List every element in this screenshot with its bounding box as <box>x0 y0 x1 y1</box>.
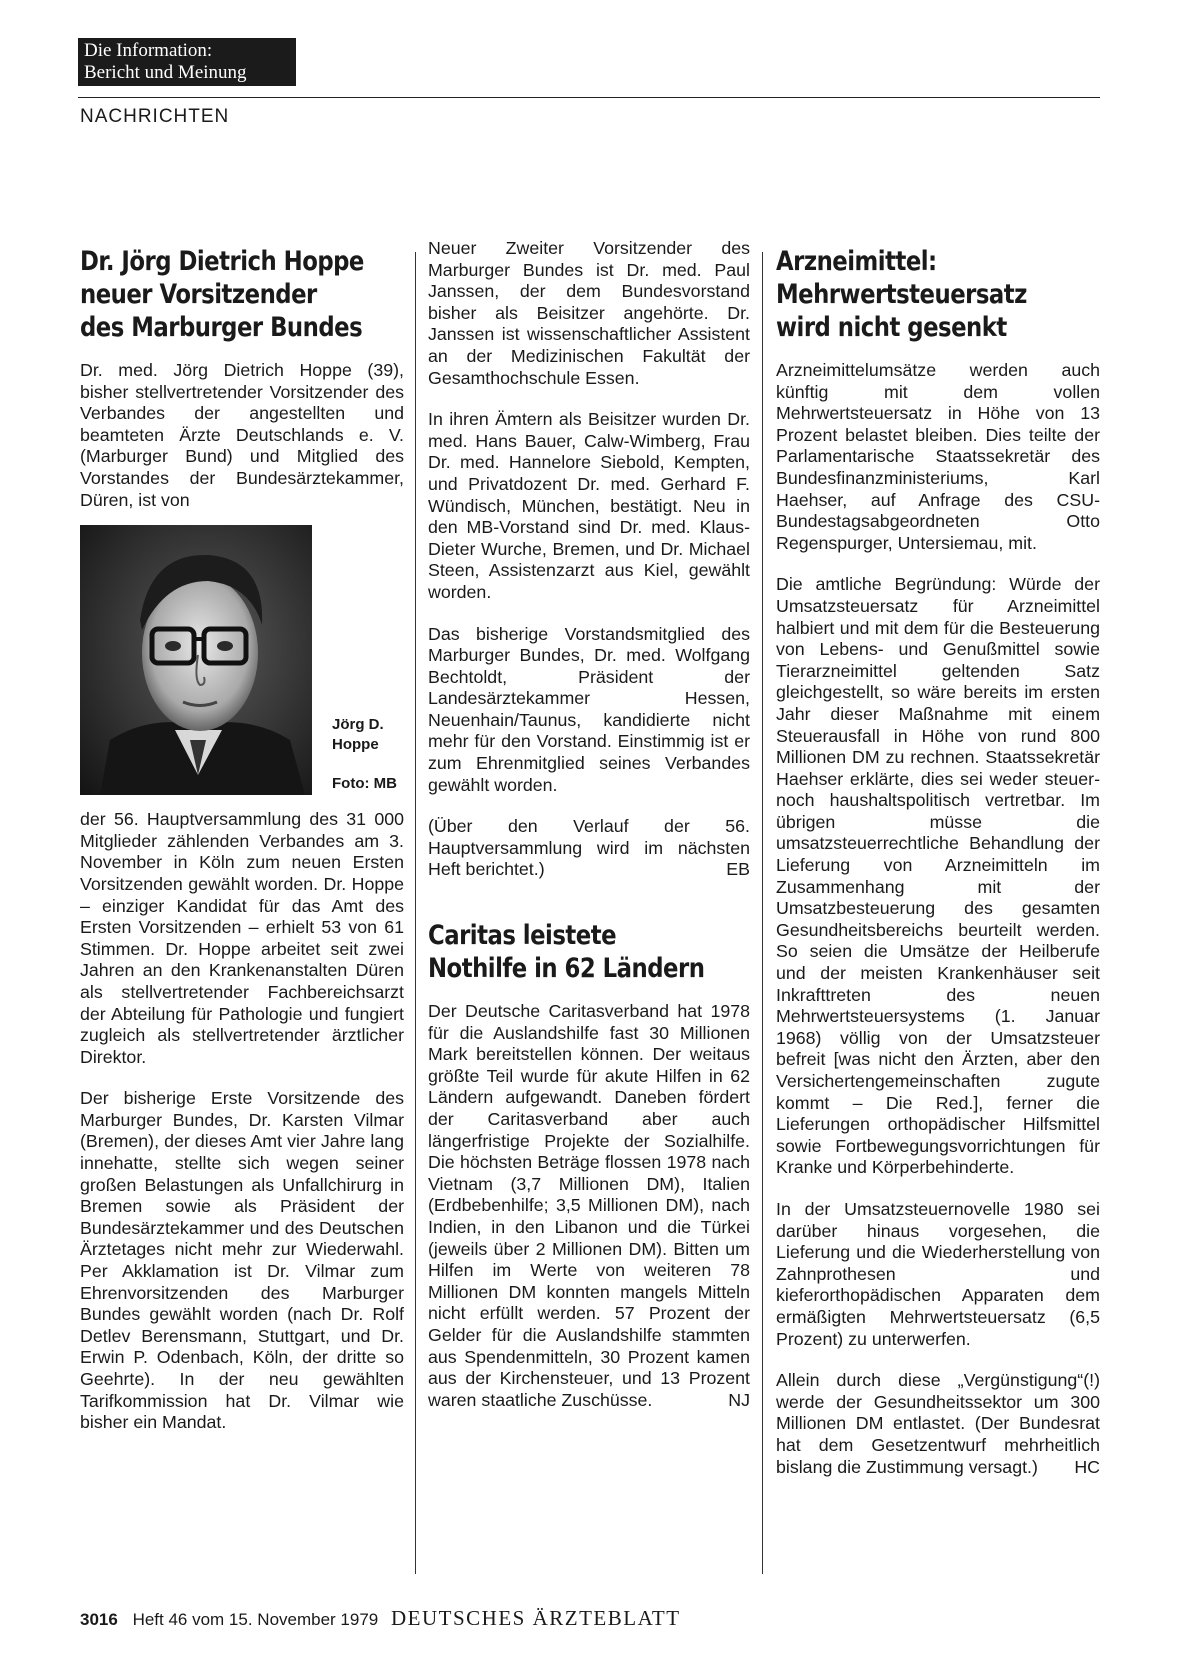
masthead <box>78 38 296 86</box>
page-number: 3016 <box>80 1610 118 1629</box>
article-hoppe-paragraph: Das bisherige Vorstandsmitglied des Marburger Bundes, Dr. med. Wolfgang Bechtoldt, Präsident der Landesärztekammer Hessen, Neuenhain/Taunus, kandidierte nicht mehr für den Vorstand. Einstimmig ist er zum Ehrenmitglied seines Verbandes gewählt worden. <box>428 623 750 795</box>
article-hoppe-paragraph: Neuer Zweiter Vorsitzender des Marburger Bundes ist Dr. med. Paul Janssen, der dem Bundesvorstand bisher als Beisitzer angehörte. Dr. Janssen ist wissenschaftlicher Assistent an der Medizinischen Fakultät der Gesamthochschule Essen. <box>428 238 750 388</box>
section-label: NACHRICHTEN <box>80 106 230 127</box>
article-caritas-headline: Caritas leistete Nothilfe in 62 Ländern <box>428 920 705 985</box>
author-signature: EB <box>726 859 750 880</box>
masthead-line-2: Bericht und Meinung <box>84 62 247 83</box>
portrait-figure <box>80 525 404 795</box>
article-hoppe-paragraph: der 56. Hauptversammlung des 31 000 Mitglieder zählenden Verbandes am 3. November in Köln zum neuen Ersten Vorsitzenden gewählt worden. Dr. Hoppe – einziger Kandidat für das Amt des Ersten Vorsitzenden – erhielt 53 von 61 Stimmen. Dr. Hoppe arbeitet seit zwei Jahren an den Krankenanstalten Düren als stellvertretender Fachbereichsarzt der Abteilung für Pathologie und fungiert zugleich als stellvertretender ärztlicher Direktor. <box>80 809 404 1067</box>
article-arzneimittel-headline: Arzneimittel: Mehrwertsteuersatz wird nicht gesenkt <box>776 246 1027 343</box>
article-hoppe-closing: (Über den Verlauf der 56. Hauptversammlung wird im nächsten Heft berichtet.) EB <box>428 816 750 880</box>
column-1 <box>80 245 404 1454</box>
article-arzneimittel-paragraph: Die amtliche Begründung: Würde der Umsatzsteuersatz für Arzneimittel halbiert und mit dem für die Besteuerung von Lebens- und Genußmittel sowie Tierarzneimittel geltenden Satz gleichgestellt, so wäre bereits im ersten Jahr dieser Maßnahme mit einem Steuerausfall in Höhe von rund 800 Millionen DM zu rechnen. Staatssekretär Haehser erklärte, dies sei weder steuer- noch haushaltspolitisch vertretbar. Im übrigen müsse die umsatzsteuerrechtliche Behandlung der Lieferung von Arzneimitteln im Zusammenhang mit der Umsatzbesteuerung des gesamten Gesundheitsbereichs beurteilt werden. So seien die Umsätze der Heilberufe und der meisten Krankenhäuser seit Inkrafttreten des neuen Mehrwertsteuersystems (1. Januar 1968) völlig von der Umsatzsteuer befreit [was nicht den Ärzten, aber den Versichertengemeinschaften zugute kommt – Die Red.], ferner die Lieferungen orthopädischer Hilfsmittel sowie Fortbewegungsvorrichtungen für Kranke und Körperbehinderte. <box>776 574 1100 1178</box>
column-3 <box>776 245 1100 1498</box>
column-divider <box>415 252 416 1574</box>
column-divider <box>762 252 763 1574</box>
article-arzneimittel-paragraph: In der Umsatzsteuernovelle 1980 sei darüber hinaus vorgesehen, die Lieferung und die Wiederherstellung von Zahnprothesen und kieferorthopädischen Apparaten dem ermäßigten Mehrwertsteuersatz (6,5 Prozent) zu unterwerfen. <box>776 1198 1100 1349</box>
page-footer <box>80 1606 681 1631</box>
masthead-line-1: Die Information: <box>84 40 213 61</box>
article-hoppe-paragraph: In ihren Ämtern als Beisitzer wurden Dr. med. Hans Bauer, Calw-Wimberg, Frau Dr. med. Hannelore Siebold, Kempten, und Privatdozent Dr. med. Gerhard F. Wündisch, München, bestätigt. Neu in den MB-Vorstand sind Dr. med. Klaus-Dieter Wurche, Bremen, und Dr. Michael Steen, Assistenzarzt aus Kiel, gewählt worden. <box>428 409 750 602</box>
author-signature: HC <box>1074 1456 1100 1477</box>
journal-name: DEUTSCHES ÄRZTEBLATT <box>390 1606 681 1630</box>
issue-info: Heft 46 vom 15. November 1979 <box>132 1610 379 1629</box>
author-signature: NJ <box>728 1389 750 1410</box>
article-arzneimittel-paragraph: Arzneimittelumsätze werden auch künftig mit dem vollen Mehrwertsteuersatz in Höhe von 13 Prozent belastet bleiben. Dies teilte der Parlamentarische Staatssekretär des Bundesfinanzministeriums, Karl Haehser, auf Anfrage des CSU-Bundestagsabgeordneten Otto Regenspurger, Untersiemau, mit. <box>776 360 1100 553</box>
top-rule <box>78 97 1100 98</box>
portrait-photo <box>80 525 312 795</box>
article-arzneimittel-closing: Allein durch diese „Vergünstigung“(!) werde der Gesundheitssektor um 300 Millionen DM entlastet. (Der Bundesrat hat dem Gesetzentwurf mehrheitlich bislang die Zustimmung versagt.) HC <box>776 1370 1100 1477</box>
article-hoppe-paragraph: Der bisherige Erste Vorsitzende des Marburger Bundes, Dr. Karsten Vilmar (Bremen), der dieses Amt vier Jahre lang innehatte, stellte sich wegen seiner großen Belastungen als Unfallchirurg in Bremen sowie als Präsident der Bundesärztekammer und des Deutschen Ärztetages nicht mehr zur Wiederwahl. Per Akklamation ist Dr. Vilmar zum Ehrenvorsitzenden des Marburger Bundes gewählt worden (nach Dr. Rolf Detlev Berensmann, Stuttgart, und Dr. Erwin P. Odenbach, Köln, der dritte so Geehrte). In der neu gewählten Tarifkommission hat Dr. Vilmar wie bisher ein Mandat. <box>80 1088 404 1433</box>
photo-caption: Jörg D. Hoppe <box>332 716 384 754</box>
article-hoppe-headline: Dr. Jörg Dietrich Hoppe neuer Vorsitzender des Marburger Bundes <box>80 246 364 343</box>
article-hoppe-lead: Dr. med. Jörg Dietrich Hoppe (39), bisher stellvertretender Vorsitzender des Verbandes der angestellten und beamteten Ärzte Deutschlands e. V. (Marburger Bund) und Mitglied des Vorstandes der Bundesärztekammer, Düren, ist von <box>80 360 404 510</box>
column-2 <box>428 238 750 1431</box>
photo-credit: Foto: MB <box>332 775 397 793</box>
article-caritas-body: Der Deutsche Caritasverband hat 1978 für die Auslandshilfe fast 30 Millionen Mark bereitstellen können. Der weitaus größte Teil wurde für akute Hilfen in 62 Ländern aufgewandt. Daneben fördert der Caritasverband aber auch längerfristige Projekte der Sozialhilfe. Die höchsten Beträge flossen 1978 nach Vietnam (3,7 Millionen DM), Italien (Erdbebenhilfe; 3,5 Millionen DM), nach Indien, in den Libanon und die Türkei (jeweils über 2 Millionen DM). Bitten um Hilfen im Werte von weiteren 78 Millionen DM konnten mangels Mitteln nicht erfüllt werden. 57 Prozent der Gelder für die Auslandshilfe stammten aus Spendenmitteln, 30 Prozent kamen aus der Kirchensteuer, und 13 Prozent waren staatliche Zuschüsse. NJ <box>428 1001 750 1410</box>
